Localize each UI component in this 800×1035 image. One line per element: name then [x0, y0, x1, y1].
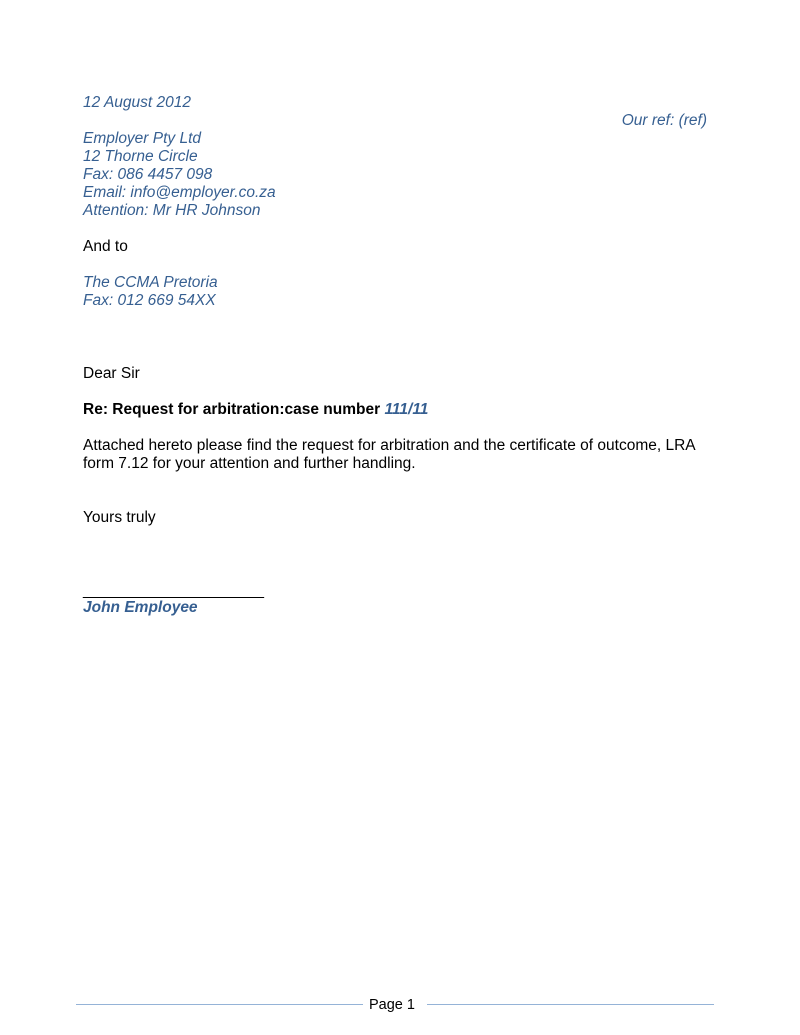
second-recipient-fax: Fax: 012 669 54XX	[83, 292, 216, 309]
second-recipient-name: The CCMA Pretoria	[83, 274, 218, 291]
footer-rule-right	[427, 1004, 714, 1005]
recipient-attention: Attention: Mr HR Johnson	[83, 202, 261, 219]
body-line-2: form 7.12 for your attention and further handling.	[83, 455, 416, 472]
recipient-email: Email: info@employer.co.za	[83, 184, 276, 201]
recipient-address: 12 Thorne Circle	[83, 148, 198, 165]
and-to-label: And to	[83, 238, 128, 255]
closing: Yours truly	[83, 509, 156, 526]
case-number: 111/11	[384, 401, 429, 418]
signature-line: _____________________	[83, 582, 265, 599]
subject-line	[83, 401, 428, 419]
footer-rule-left	[76, 1004, 363, 1005]
letter-date: 12 August 2012	[83, 94, 192, 111]
salutation: Dear Sir	[83, 365, 140, 382]
recipient-company: Employer Pty Ltd	[83, 130, 202, 147]
signatory-name: John Employee	[83, 599, 198, 616]
body-line-1: Attached hereto please find the request for arbitration and the certificate of outcome, LRA	[83, 437, 696, 454]
subject-prefix: Re: Request for arbitration:case number	[83, 401, 385, 418]
page-number: Page 1	[369, 997, 415, 1013]
our-reference: Our ref: (ref)	[621, 112, 707, 129]
recipient-fax: Fax: 086 4457 098	[83, 166, 213, 183]
